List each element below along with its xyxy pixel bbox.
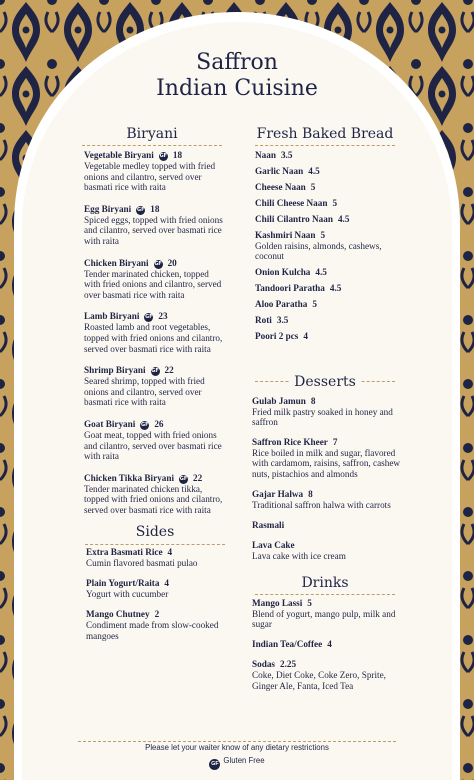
menu-item-heading bbox=[252, 437, 412, 448]
menu-item-description: and cilantro, served over basmati rice bbox=[84, 225, 222, 236]
section-divider bbox=[255, 145, 395, 146]
section-title-biryani: Biryani bbox=[126, 126, 178, 142]
gluten-free-icon: GF bbox=[159, 153, 168, 159]
menu-item-name: Aloo Paratha bbox=[255, 299, 308, 310]
menu-item-heading bbox=[86, 578, 236, 589]
menu-item-heading bbox=[84, 365, 234, 376]
menu-item-description: with raita bbox=[84, 235, 119, 246]
menu-item-heading bbox=[84, 150, 234, 161]
menu-item-name: Chili Cilantro Naan bbox=[255, 213, 333, 224]
title-line-2: Indian Cuisine bbox=[156, 76, 318, 101]
menu-item-description: Vegetable medley topped with fried bbox=[84, 161, 216, 171]
menu-item bbox=[84, 150, 234, 193]
menu-item-description: over basmati rice with raita bbox=[84, 289, 185, 300]
bread-list bbox=[255, 150, 405, 347]
menu-item-heading bbox=[255, 299, 405, 310]
menu-item bbox=[252, 639, 412, 650]
menu-item bbox=[86, 578, 236, 599]
menu-item-description: saffron bbox=[252, 417, 278, 428]
menu-item-price: 8 bbox=[310, 396, 316, 406]
section-title-sides: Sides bbox=[135, 524, 175, 540]
menu-item-description: Coke, Diet Coke, Coke Zero, Sprite, bbox=[252, 669, 386, 680]
menu-item-heading bbox=[252, 489, 412, 500]
menu-item-description: onions and cilantro, served over bbox=[84, 386, 202, 397]
menu-item bbox=[252, 437, 412, 479]
menu-item-name: Poori 2 pcs bbox=[255, 331, 299, 342]
menu-item-price: 4 bbox=[327, 639, 332, 650]
menu-item-name: Tandoori Paratha bbox=[255, 283, 325, 294]
menu-item-description: Rice boiled in milk and sugar, flavored bbox=[252, 447, 396, 458]
menu-item-price: 4.5 bbox=[337, 213, 350, 224]
desserts-list bbox=[252, 396, 412, 571]
menu-item-heading bbox=[86, 609, 236, 620]
menu-item-name: Lamb Biryani bbox=[84, 311, 140, 322]
menu-item-price: 5 bbox=[312, 299, 317, 310]
menu-item-price: 4 bbox=[303, 331, 308, 342]
menu-item-price: 2.25 bbox=[279, 659, 297, 670]
menu-item-description: Tender marinated chicken, topped bbox=[84, 268, 209, 279]
menu-item bbox=[255, 267, 405, 278]
menu-item bbox=[84, 419, 234, 462]
menu-item-price: 5 bbox=[310, 181, 316, 192]
menu-item-description: Lava cake with ice cream bbox=[252, 550, 346, 561]
menu-item-price: 20 bbox=[167, 257, 177, 268]
menu-item bbox=[84, 258, 234, 301]
section-title-desserts bbox=[255, 374, 395, 390]
biryani-list bbox=[84, 150, 234, 526]
menu-item-heading bbox=[252, 540, 412, 551]
menu-item bbox=[84, 365, 234, 408]
menu-item-name: Onion Kulcha bbox=[255, 267, 311, 278]
menu-item-price: 18 bbox=[172, 150, 183, 160]
menu-item bbox=[86, 609, 236, 641]
menu-item-price: 2 bbox=[154, 609, 160, 620]
menu-item-heading bbox=[255, 166, 405, 177]
menu-item-price: 5 bbox=[307, 598, 312, 608]
menu-item-description: nuts, pistachios and almonds bbox=[252, 469, 358, 480]
gluten-free-icon: GF bbox=[136, 206, 145, 213]
section-divider bbox=[85, 544, 225, 545]
menu-item-description: served over basmati rice with raita bbox=[84, 504, 211, 515]
menu-item-heading bbox=[252, 520, 412, 531]
menu-item-heading bbox=[86, 547, 236, 558]
menu-item bbox=[255, 283, 405, 294]
section-divider bbox=[82, 145, 222, 146]
menu-item-description: Blend of yogurt, mango pulp, milk and bbox=[252, 608, 396, 619]
menu-item-price: 22 bbox=[193, 472, 203, 483]
menu-item-name: Indian Tea/Coffee bbox=[252, 639, 323, 650]
menu-item-price: 7 bbox=[332, 437, 338, 448]
menu-item-description: Traditional saffron halwa with carrots bbox=[252, 499, 391, 510]
menu-item-name: Gajar Halwa bbox=[252, 489, 304, 500]
menu-item-name: Rasmali bbox=[252, 519, 285, 530]
menu-item-price: 4 bbox=[164, 578, 170, 589]
menu-item-heading bbox=[255, 150, 405, 161]
dietary-notice: Please let your waiter know of any dietary restrictions bbox=[145, 743, 329, 752]
menu-item-description: mangoes bbox=[86, 630, 119, 641]
footer bbox=[0, 743, 474, 770]
menu-item-name: Saffron Rice Kheer bbox=[252, 437, 328, 448]
menu-item-price: 4.5 bbox=[315, 267, 327, 278]
menu-item-description: with cardamom, raisins, saffron, cashew bbox=[252, 458, 401, 469]
menu-item-heading bbox=[255, 283, 405, 294]
menu-item-price: 5 bbox=[320, 229, 326, 240]
menu-item bbox=[252, 540, 412, 561]
menu-item-name: Chili Cheese Naan bbox=[255, 197, 328, 208]
section-divider bbox=[255, 594, 395, 595]
menu-item-name: Mango Chutney bbox=[86, 609, 150, 620]
menu-item bbox=[84, 204, 234, 247]
menu-item-description: Roasted lamb and root vegetables, bbox=[84, 322, 211, 333]
menu-item-description: Tender marinated chicken tikka, bbox=[84, 483, 203, 494]
menu-item bbox=[255, 166, 405, 177]
menu-item-heading bbox=[252, 598, 412, 609]
menu-item bbox=[255, 150, 405, 161]
gluten-free-icon: GF bbox=[141, 421, 149, 428]
menu-item-name: Vegetable Biryani bbox=[84, 150, 154, 160]
menu-item bbox=[255, 198, 405, 209]
menu-item-description: coconut bbox=[255, 251, 285, 262]
menu-item-name: Gulab Jamun bbox=[252, 396, 306, 406]
gluten-free-icon: GF bbox=[154, 260, 162, 267]
menu-item-heading bbox=[84, 204, 234, 215]
menu-item-heading bbox=[84, 419, 234, 430]
menu-item-name: Shrimp Biryani bbox=[84, 365, 146, 376]
menu-item bbox=[255, 214, 405, 225]
menu-item-name: Chicken Biryani bbox=[84, 257, 149, 268]
menu-item-price: 26 bbox=[154, 418, 164, 429]
menu-item bbox=[255, 315, 405, 326]
menu-item-name: Kashmiri Naan bbox=[255, 229, 316, 240]
menu-item-heading bbox=[84, 258, 234, 269]
menu-item-price: 3.5 bbox=[280, 150, 293, 160]
menu-item-heading bbox=[255, 267, 405, 278]
menu-item-heading bbox=[255, 182, 405, 193]
menu-item bbox=[252, 396, 412, 428]
menu-item-heading bbox=[252, 659, 412, 670]
menu-item-price: 22 bbox=[164, 365, 174, 376]
menu-item bbox=[84, 311, 234, 354]
menu-item-description: Ginger Ale, Fanta, Iced Tea bbox=[252, 680, 354, 691]
menu-item-description: Seared shrimp, topped with fried bbox=[84, 376, 205, 387]
menu-item-description: sugar bbox=[252, 619, 272, 630]
menu-item-description: Goat meat, topped with fried onions bbox=[84, 429, 217, 440]
menu-item bbox=[255, 182, 405, 193]
menu-item-description: Yogurt with cucumber bbox=[86, 588, 169, 599]
menu-item-heading bbox=[255, 198, 405, 209]
menu-item-description: onions and cilantro, served over bbox=[84, 171, 202, 182]
menu-item-name: Lava Cake bbox=[252, 539, 295, 550]
menu-item bbox=[86, 547, 236, 568]
menu-item-description: Fried milk pastry soaked in honey and bbox=[252, 406, 393, 417]
menu-item-name: Egg Biryani bbox=[84, 203, 132, 214]
desserts-title-text: Desserts bbox=[289, 374, 361, 390]
menu-item-heading bbox=[255, 230, 405, 241]
menu-item-description: basmati rice with raita bbox=[84, 397, 166, 408]
menu-item-heading bbox=[84, 311, 234, 322]
menu-item bbox=[252, 489, 412, 510]
menu-item-price: 4.5 bbox=[308, 165, 320, 176]
menu-item-description: topped with fried onions and cilantro, bbox=[84, 494, 223, 505]
menu-item-name: Roti bbox=[255, 315, 272, 326]
menu-item-heading bbox=[252, 396, 412, 407]
menu-item-description: Cumin flavored basmati pulao bbox=[86, 557, 198, 568]
menu-item-name: Cheese Naan bbox=[255, 181, 306, 192]
menu-item-description: Condiment made from slow-cooked bbox=[86, 619, 219, 630]
title-line-1: Saffron bbox=[196, 50, 278, 75]
drinks-list bbox=[252, 598, 412, 701]
section-title-drinks: Drinks bbox=[301, 575, 349, 591]
menu-item-price: 4.5 bbox=[329, 283, 342, 294]
menu-item bbox=[252, 659, 412, 691]
menu-item-name: Chicken Tikka Biryani bbox=[84, 472, 175, 483]
menu-item-description: with raita bbox=[84, 451, 119, 462]
menu-item-description: Golden raisins, almonds, cashews, bbox=[255, 240, 382, 251]
gluten-free-icon: GF bbox=[179, 475, 188, 482]
menu-item bbox=[255, 299, 405, 310]
menu-item-name: Sodas bbox=[252, 659, 275, 670]
menu-item-price: 5 bbox=[332, 197, 338, 208]
menu-item-description: with fried onions and cilantro, served bbox=[84, 279, 222, 290]
menu-item-description: and cilantro, served over basmati rice bbox=[84, 440, 222, 451]
menu-item-name: Goat Biryani bbox=[84, 418, 136, 429]
menu-item-name: Garlic Naan bbox=[255, 165, 304, 176]
menu-item-description: basmati rice with raita bbox=[84, 182, 166, 193]
gluten-free-icon: GF bbox=[145, 314, 153, 321]
menu-item-price: 3.5 bbox=[276, 315, 289, 326]
menu-item-name: Plain Yogurt/Raita bbox=[86, 578, 160, 589]
menu-item bbox=[255, 331, 405, 342]
menu-item-heading bbox=[252, 639, 412, 650]
menu-item-name: Mango Lassi bbox=[252, 598, 303, 608]
menu-item-heading bbox=[255, 331, 405, 342]
menu-item bbox=[84, 473, 234, 516]
gluten-free-icon: GF bbox=[151, 368, 159, 375]
restaurant-title bbox=[0, 50, 474, 102]
menu-item-description: topped with fried onions and cilantro, bbox=[84, 332, 223, 343]
menu-item-name: Naan bbox=[255, 150, 276, 160]
menu-item-heading bbox=[84, 473, 234, 484]
menu-item-price: 4 bbox=[167, 547, 173, 557]
gluten-free-legend bbox=[0, 756, 474, 770]
menu-item bbox=[255, 230, 405, 262]
gluten-free-label: Gluten Free bbox=[223, 756, 265, 765]
menu-item-price: 23 bbox=[158, 311, 168, 322]
menu-item bbox=[252, 520, 412, 531]
menu-item-heading bbox=[255, 214, 405, 225]
section-title-bread: Fresh Baked Bread bbox=[256, 126, 394, 142]
menu-item-description: served over basmati rice with raita bbox=[84, 343, 211, 354]
sides-list bbox=[86, 547, 236, 651]
menu-item-heading bbox=[255, 315, 405, 326]
menu-item bbox=[252, 598, 412, 630]
footer-divider bbox=[78, 741, 396, 742]
menu-item-description: Spiced eggs, topped with fried onions bbox=[84, 214, 223, 225]
menu-item-price: 18 bbox=[150, 203, 160, 214]
menu-item-name: Extra Basmati Rice bbox=[86, 547, 163, 557]
gluten-free-icon: GF bbox=[209, 759, 220, 770]
menu-item-price: 8 bbox=[308, 489, 313, 500]
